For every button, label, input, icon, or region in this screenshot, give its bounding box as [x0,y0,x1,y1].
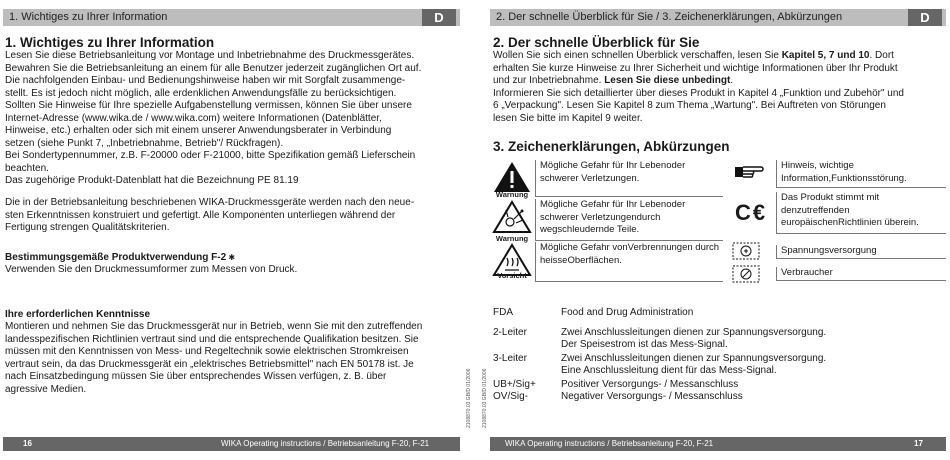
skills-line: müssen mit den Kenntnissen von Mess- und Regeltechnik sowie elektrischen Stromkreisen [5,346,409,357]
ce-line: Das Produkt stimmt mit den [781,192,880,216]
quality-line: Fertigung strengen Qualitätskriterien. [5,222,170,233]
intro-line: Lesen Sie diese Betriebsanleitung vor Montage und Inbetriebnahme des Druckmessgerätes. [5,50,415,61]
quality-paragraph [5,197,414,235]
abbreviation-description: Negativer Versorgungs- / Messanschluss [561,391,743,402]
intro-paragraph [5,50,421,188]
ce-line: zutreffenden europäischen [781,204,850,228]
marker-icon: ✱ [226,253,236,262]
intro-line: Sollten Sie Hinweise für Ihre spezielle Aufgabenstellung vermissen, können Sie über unsere [5,100,412,111]
intro-line: Bei Sondertypennummer, z.B. F-20000 oder F-21000, bitte Spezifikation gemäß Lieferschein [5,150,416,161]
ce-text [776,192,946,234]
abbreviation-term: FDA [493,307,513,318]
supply-symbol [732,240,762,262]
overview-line: lesen Sie bitte im Kapitel 9 weiter. [493,112,643,124]
skills-heading: Ihre erforderlichen Kenntnisse [5,309,151,320]
skills-line: landesspezifischen Richtlinien vertraut sind und die entsprechende Qualifikation besitzen. Sie [5,333,419,345]
right-page [490,0,950,460]
abbreviation-term: UB+/Sig+ [493,379,536,390]
overview-line: und zur Inbetriebnahme. Lesen Sie diese unbedingt. [493,75,734,86]
skills-line: agressive Medien. [5,383,87,395]
warning-label: Warnung [495,190,529,199]
left-page-number: 16 [23,439,32,448]
left-footer [3,437,460,451]
projectile-warning-text [535,199,723,241]
warning-label-2: Warnung [495,234,529,243]
right-page-number: 17 [914,439,923,448]
left-header-text: 1. Wichtiges zu Ihrer Information [9,11,168,23]
symbols-title: 3. Zeichenerklärungen, Abkürzungen [493,139,730,154]
projectile-warning-line: Mögliche Gefahr für Ihr Leben [540,199,667,210]
hint-line: Funktionsstörung. [831,172,907,184]
overview-line: 6 „Verpackung". Lesen Sie Kapitel 8 zum Thema „Wartung". Bei Auftreten von Störungen [493,100,886,111]
overview-title: 2. Der schnelle Überblick für Sie [493,35,700,50]
warning-text-line: oder schwerer Verletzungen. [540,160,686,184]
overview-paragraph [493,50,904,125]
use-text: Verwenden Sie den Druckmessumformer zum Messen von Druck. [5,264,298,275]
projectile-warning-symbol [492,200,532,236]
warning-text [535,160,723,197]
hot-surface-line: Oberflächen. [567,254,622,266]
left-title: 1. Wichtiges zu Ihrer Information [5,35,215,50]
left-footer-text: WIKA Operating instructions / Betriebsanleitung F-20, F-21 [221,439,430,448]
intro-line: Das zugehörige Produkt-Datenblatt hat die Bezeichnung PE 81.19 [5,175,299,186]
intro-line: stellt. Es ist jedoch nicht möglich, alle erdenklichen Anwendungsfälle zu berücksichtigen. [5,87,397,99]
intro-line: Die nachfolgenden Einbau- und Bedienungshinweise haben wir mit Sorgfalt zusammenge- [5,75,406,86]
load-text: Verbraucher [776,267,946,281]
hot-surface-text [535,242,723,282]
hint-symbol [733,162,765,184]
intro-line: setzen (siehe Punkt 7, „Inbetriebnahme, Betrieb"/ Rückfragen). [5,137,284,149]
left-page [0,0,460,460]
overview-line: Wollen Sie sich einen schnellen Überblick verschaffen, lesen Sie Kapitel 5, 7 und 10. Dort [493,50,894,61]
abbreviation-description: Der Speisestrom ist das Mess-Signal. [561,339,728,350]
projectile-warning-line: oder schwerer Verletzungen [540,199,686,223]
use-heading-text: Bestimmungsgemäße Produktverwendung F-2 [5,252,227,263]
right-lang-badge: D [908,9,942,26]
abbreviation-description: Zwei Anschlussleitungen dienen zur Spannungsversorgung. [561,327,827,338]
warning-text-line: Mögliche Gefahr für Ihr Leben [540,160,667,171]
hint-line: Hinweis, wichtige Information, [781,160,854,184]
right-header-text: 2. Der schnelle Überblick für Sie / 3. Zeichenerklärungen, Abkürzungen [496,11,843,23]
skills-paragraph [5,321,422,396]
left-lang-badge: D [422,9,456,26]
quality-line: Die in der Betriebsanleitung beschriebenen WIKA-Druckmessgeräte werden nach den neue- [5,197,415,208]
right-footer-text: WIKA Operating instructions / Betriebsanleitung F-20, F-21 [505,439,714,448]
abbreviation-term: 3-Leiter [493,353,527,364]
ce-mark [735,200,767,226]
left-header [3,9,460,26]
load-consumer-icon [732,263,762,285]
right-header [490,9,946,26]
skills-line: nach Einsatzbedingung müssen Sie über entsprechendes Wissen verfügen, z. B. über [5,371,387,382]
caution-label: Vorsicht [497,271,527,280]
hint-text [776,160,946,188]
overview-line: Informieren Sie sich detaillierter über dieses Produkt in Kapitel 4 „Funktion und Zubehör" und [493,87,904,99]
left-side-code: 2108870.03 GB/D 01/2006 [466,368,472,428]
load-symbol [732,263,762,285]
abbreviation-term: 2-Leiter [493,327,527,338]
hot-surface-line: Verbrennungen durch heisse [540,242,720,266]
power-supply-icon [732,240,762,262]
skills-line: Montieren und nehmen Sie das Druckmessgerät nur in Betrieb, wenn Sie mit den zutreffenden [5,321,423,332]
abbreviation-term: OV/Sig- [493,391,529,402]
hot-surface-line: Mögliche Gefahr von [540,242,628,253]
overview-line: erhalten Sie kurze Hinweise zu Ihrer Sicherheit und wichtige Informationen über Ihr Produkt [493,62,898,74]
quality-line: sten Erkenntnissen konstruiert und gefertigt. Alle Komponenten unterliegen während der [5,209,396,221]
abbreviation-description: Zwei Anschlussleitungen dienen zur Spannungsversorgung. [561,353,827,364]
pointing-hand-icon [733,162,765,182]
projectile-warning-line: durch wegschleudernde Teile. [540,211,661,235]
warning-triangle-icon [492,160,532,194]
skills-line: vertraut sein, da das Druckmessgerät ein „elektrisches Betriebsmittel" nach EN 50178 ist. Je [5,358,414,370]
right-footer [490,437,946,451]
supply-text: Spannungsversorgung [776,245,946,259]
intro-line: Hinweise, etc.) erhalten oder sich mit einem unserer Anwendungsberater in Verbindung [5,125,392,136]
right-side-code: 2108870.03 GB/D 01/2006 [482,368,488,428]
intro-line: Bewahren Sie die Betriebsanleitung an einem für alle Benutzer jederzeit zugänglichen Ort auf. [5,62,422,74]
ce-line: Richtlinien überein. [838,217,919,228]
abbreviation-description: Eine Anschlussleitung dient für das Mess-Signal. [561,365,777,376]
use-heading [5,252,235,265]
intro-line: Internet-Adresse (www.wika.de / www.wika.com) weitere Informationen (Datenblätter, [5,112,382,124]
abbreviation-description: Positiver Versorgungs- / Messanschluss [561,379,739,390]
flying-parts-warning-icon [492,200,532,234]
abbreviation-description: Food and Drug Administration [561,307,694,318]
intro-line: beachten. [5,162,49,174]
ce-icon: C€ [735,200,768,225]
